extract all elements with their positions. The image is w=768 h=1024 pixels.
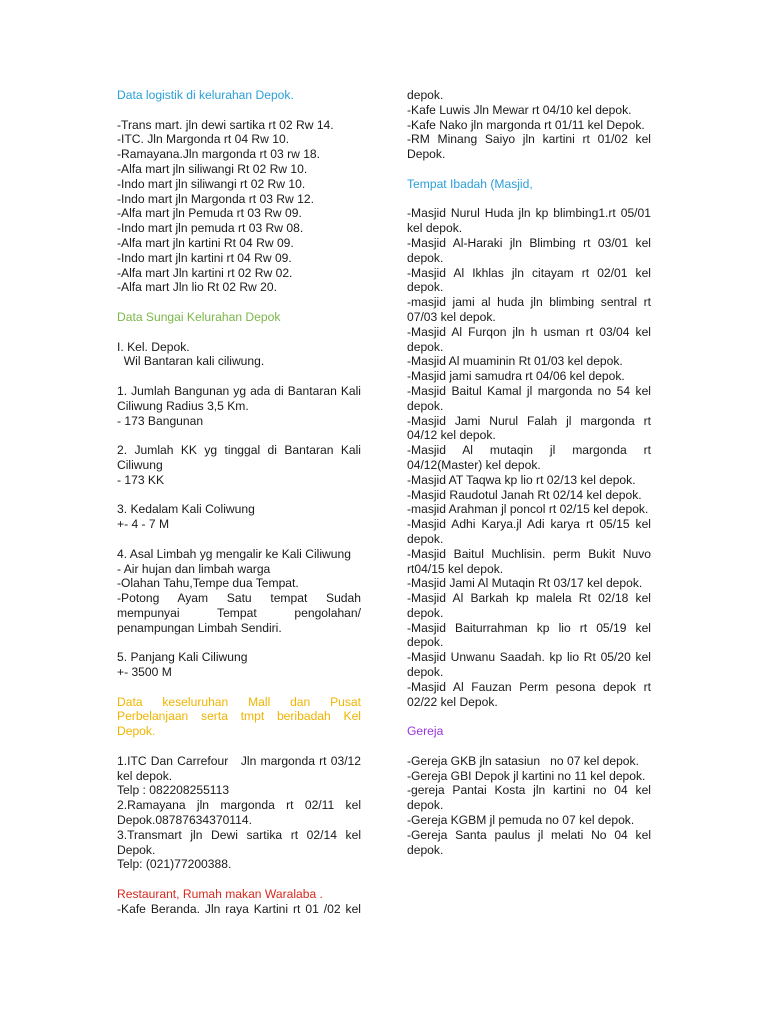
- list-item: -Alfa mart jln siliwangi Rt 02 Rw 10.: [117, 161, 308, 176]
- masjid-item: -Masjid Al mutaqin jl margonda rt 04/12(Master) kel depok.: [407, 443, 655, 472]
- masjid-item: -Masjid Jami Al Mutaqin Rt 03/17 kel depok.: [407, 576, 643, 591]
- right-column: [407, 0, 655, 857]
- masjid-item: -Masjid Al-Haraki jln Blimbing rt 03/01 kel depok.: [407, 235, 655, 265]
- resto-item: -RM Minang Saiyo jln kartini rt 01/02 kel Depok.: [407, 132, 655, 162]
- ibadah-heading: Tempat Ibadah (Masjid,: [407, 176, 533, 191]
- sungai-answer: - 173 Bangunan: [117, 413, 204, 428]
- list-item: -Alfa mart Jln kartini rt 02 Rw 02.: [117, 265, 293, 280]
- sungai-answer: - Air hujan dan limbah warga: [117, 561, 271, 576]
- masjid-item: -Masjid Baitul Muchlisin. perm Bukit Nuvo rt04/15 kel depok.: [407, 546, 655, 576]
- list-item: -Alfa mart Jln lio Rt 02 Rw 20.: [117, 280, 277, 295]
- sungai-question: 5. Panjang Kali Ciliwung: [117, 650, 248, 665]
- list-item: -Alfa mart jln kartini Rt 04 Rw 09.: [117, 235, 294, 250]
- masjid-item: -masjid jami al huda jln blimbing sentral rt 07/03 kel depok.: [407, 295, 655, 324]
- sungai-answer: - 173 KK: [117, 472, 165, 487]
- mall-item: 3.Transmart jln Dewi sartika rt 02/14 kel Depok.: [117, 827, 365, 857]
- sungai-intro: Wil Bantaran kali ciliwung.: [117, 354, 265, 369]
- sungai-answer: +- 3500 M: [117, 665, 172, 680]
- list-item: -Indo mart jln siliwangi rt 02 Rw 10.: [117, 176, 306, 191]
- masjid-item: -Masjid Baiturrahman kp lio rt 05/19 kel depok.: [407, 620, 655, 650]
- masjid-item: -Masjid Al Fauzan Perm pesona depok rt 02/22 kel Depok.: [407, 679, 655, 709]
- sungai-question: 4. Asal Limbah yg mengalir ke Kali Ciliwung: [117, 546, 351, 561]
- masjid-item: -Masjid Adhi Karya.jl Adi karya rt 05/15 kel depok.: [407, 517, 655, 546]
- gereja-item: -Gereja GKB jln satasiun no 07 kel depok.: [407, 753, 639, 768]
- masjid-item: -Masjid Unwanu Saadah. kp lio Rt 05/20 kel depok.: [407, 650, 655, 680]
- gereja-item: -Gereja GBI Depok jl kartini no 11 kel depok.: [407, 768, 646, 783]
- sungai-answer: +- 4 - 7 M: [117, 517, 170, 532]
- sungai-answer: -Potong Ayam Satu tempat Sudah mempunyai Tempat pengolahan/ penampungan Limbah Sendiri.: [117, 591, 365, 635]
- masjid-item: -Masjid Al Furqon jln h usman rt 03/04 kel depok.: [407, 324, 655, 354]
- masjid-item: -Masjid Nurul Huda jln kp blimbing1.rt 05/01 kel depok.: [407, 206, 655, 236]
- list-item: -Indo mart jln kartini rt 04 Rw 09.: [117, 250, 292, 265]
- sungai-question: 3. Kedalam Kali Coliwung: [117, 502, 255, 517]
- masjid-item: -Masjid jami samudra rt 04/06 kel depok.: [407, 369, 625, 384]
- gereja-item: -Gereja KGBM jl pemuda no 07 kel depok.: [407, 813, 635, 828]
- resto-item: -Kafe Nako jln margonda rt 01/11 kel Depok.: [407, 117, 645, 132]
- sungai-answer: -Olahan Tahu,Tempe dua Tempat.: [117, 576, 299, 591]
- sungai-question: 1. Jumlah Bangunan yg ada di Bantaran Kali Ciliwung Radius 3,5 Km.: [117, 383, 365, 413]
- masjid-item: -Masjid Al muaminin Rt 01/03 kel depok.: [407, 354, 623, 369]
- gereja-heading: Gereja: [407, 724, 444, 739]
- logistik-heading: Data logistik di kelurahan Depok.: [117, 88, 294, 102]
- masjid-item: -Masjid Baitul Kamal jl margonda no 54 kel depok.: [407, 383, 655, 413]
- masjid-item: -Masjid Al Ikhlas jln citayam rt 02/01 kel depok.: [407, 265, 655, 295]
- sungai-intro: I. Kel. Depok.: [117, 339, 190, 354]
- masjid-item: -Masjid AT Taqwa kp lio rt 02/13 kel depok.: [407, 472, 636, 487]
- mall-phone: Telp: (021)77200388.: [117, 857, 232, 872]
- list-item: -Alfa mart jln Pemuda rt 03 Rw 09.: [117, 206, 302, 221]
- resto-item: -Kafe Luwis Jln Mewar rt 04/10 kel depok.: [407, 102, 632, 117]
- resto-item-continued: depok.: [407, 88, 444, 102]
- mall-heading: Data keseluruhan Mall dan Pusat Perbelanjaan serta tmpt beribadah Kel Depok.: [117, 694, 365, 739]
- masjid-item: -masjid Arahman jl poncol rt 02/15 kel depok.: [407, 502, 649, 517]
- list-item: -Indo mart jln Margonda rt 03 Rw 12.: [117, 191, 314, 206]
- gereja-item: -Gereja Santa paulus jl melati No 04 kel depok.: [407, 827, 655, 857]
- left-column: [117, 0, 365, 917]
- mall-phone: Telp : 082208255113: [117, 783, 230, 798]
- resto-item: -Kafe Beranda. Jln raya Kartini rt 01 /02 kel: [117, 901, 361, 916]
- masjid-item: -Masjid Jami Nurul Falah jl margonda rt 04/12 kel depok.: [407, 413, 655, 443]
- sungai-heading: Data Sungai Kelurahan Depok: [117, 309, 281, 324]
- list-item: -Trans mart. jln dewi sartika rt 02 Rw 14.: [117, 117, 334, 132]
- masjid-item: -Masjid Al Barkah kp malela Rt 02/18 kel depok.: [407, 591, 655, 620]
- mall-item: 2.Ramayana jln margonda rt 02/11 kel Depok.08787634370114.: [117, 798, 365, 828]
- list-item: -Ramayana.Jln margonda rt 03 rw 18.: [117, 147, 321, 162]
- list-item: -ITC. Jln Margonda rt 04 Rw 10.: [117, 132, 290, 147]
- sungai-question: 2. Jumlah KK yg tinggal di Bantaran Kali Ciliwung: [117, 443, 365, 472]
- mall-item: 1.ITC Dan Carrefour Jln margonda rt 03/12 kel depok.: [117, 753, 365, 783]
- masjid-item: -Masjid Raudotul Janah Rt 02/14 kel depok.: [407, 487, 642, 502]
- gereja-item: -gereja Pantai Kosta jln kartini no 04 kel depok.: [407, 783, 655, 813]
- list-item: -Indo mart jln pemuda rt 03 Rw 08.: [117, 221, 304, 236]
- resto-heading: Restaurant, Rumah makan Waralaba .: [117, 887, 323, 902]
